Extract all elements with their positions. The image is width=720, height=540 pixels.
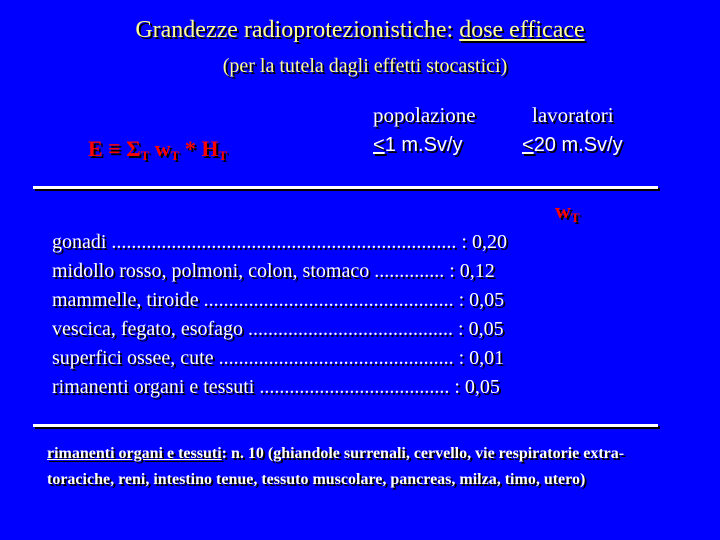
organ-row: rimanenti organi e tessuti ...................................... : 0,05 — [52, 376, 500, 398]
title-main: Grandezze radioprotezionistiche: — [135, 17, 460, 43]
limit-lavoratori-value — [522, 130, 623, 160]
footnote — [47, 441, 677, 493]
weighting-factor-sub: T — [570, 210, 580, 225]
footnote-term: rimanenti organi e tessuti — [47, 445, 222, 462]
effective-dose-formula — [88, 135, 227, 170]
formula-w: w — [149, 136, 171, 161]
organ-row: mammelle, tiroide .................................................. : 0,05 — [52, 289, 505, 311]
formula-w-sub: T — [170, 148, 180, 163]
weighting-factor-w: w — [555, 198, 571, 223]
divider-top — [33, 186, 658, 189]
formula-sum-sub: T — [140, 148, 150, 163]
divider-bottom — [33, 424, 658, 427]
organ-row: gonadi ..................................................................... : 0,20 — [52, 231, 507, 253]
limit-lavoratori-header: lavoratori — [532, 103, 614, 127]
organ-row: superfici ossee, cute ............................................... : 0,01 — [52, 347, 505, 369]
formula-h-sub: T — [218, 148, 228, 163]
slide-title — [0, 15, 720, 45]
limit-popolazione-amount: 1 m.Sv/y — [384, 134, 463, 156]
limit-lavoratori — [522, 100, 623, 160]
footnote-text: : n. 10 (ghiandole surrenali, cervello, vie respiratorie extra-toraciche, reni, intestino tenue, tessuto muscolare, pancreas, milza, timo, utero) — [47, 445, 625, 488]
slide-subtitle: (per la tutela dagli effetti stocastici) — [222, 55, 508, 77]
title-underlined: dose efficace — [459, 17, 585, 43]
organ-row: vescica, fegato, esofago ......................................... : 0,05 — [52, 318, 504, 340]
formula-lhs: E ≡ Σ — [88, 136, 141, 161]
limit-lavoratori-amount: 20 m.Sv/y — [533, 134, 623, 156]
limit-popolazione — [373, 100, 476, 160]
limit-lavoratori-symbol: < — [522, 134, 534, 156]
limit-popolazione-value — [373, 130, 476, 160]
organ-row: midollo rosso, polmoni, colon, stomaco .............. : 0,12 — [52, 260, 495, 282]
weighting-factor-header — [555, 198, 580, 231]
limit-popolazione-symbol: < — [373, 134, 385, 156]
formula-times-h: * H — [179, 136, 219, 161]
limit-popolazione-header: popolazione — [373, 103, 476, 127]
organ-weight-list — [52, 228, 507, 402]
